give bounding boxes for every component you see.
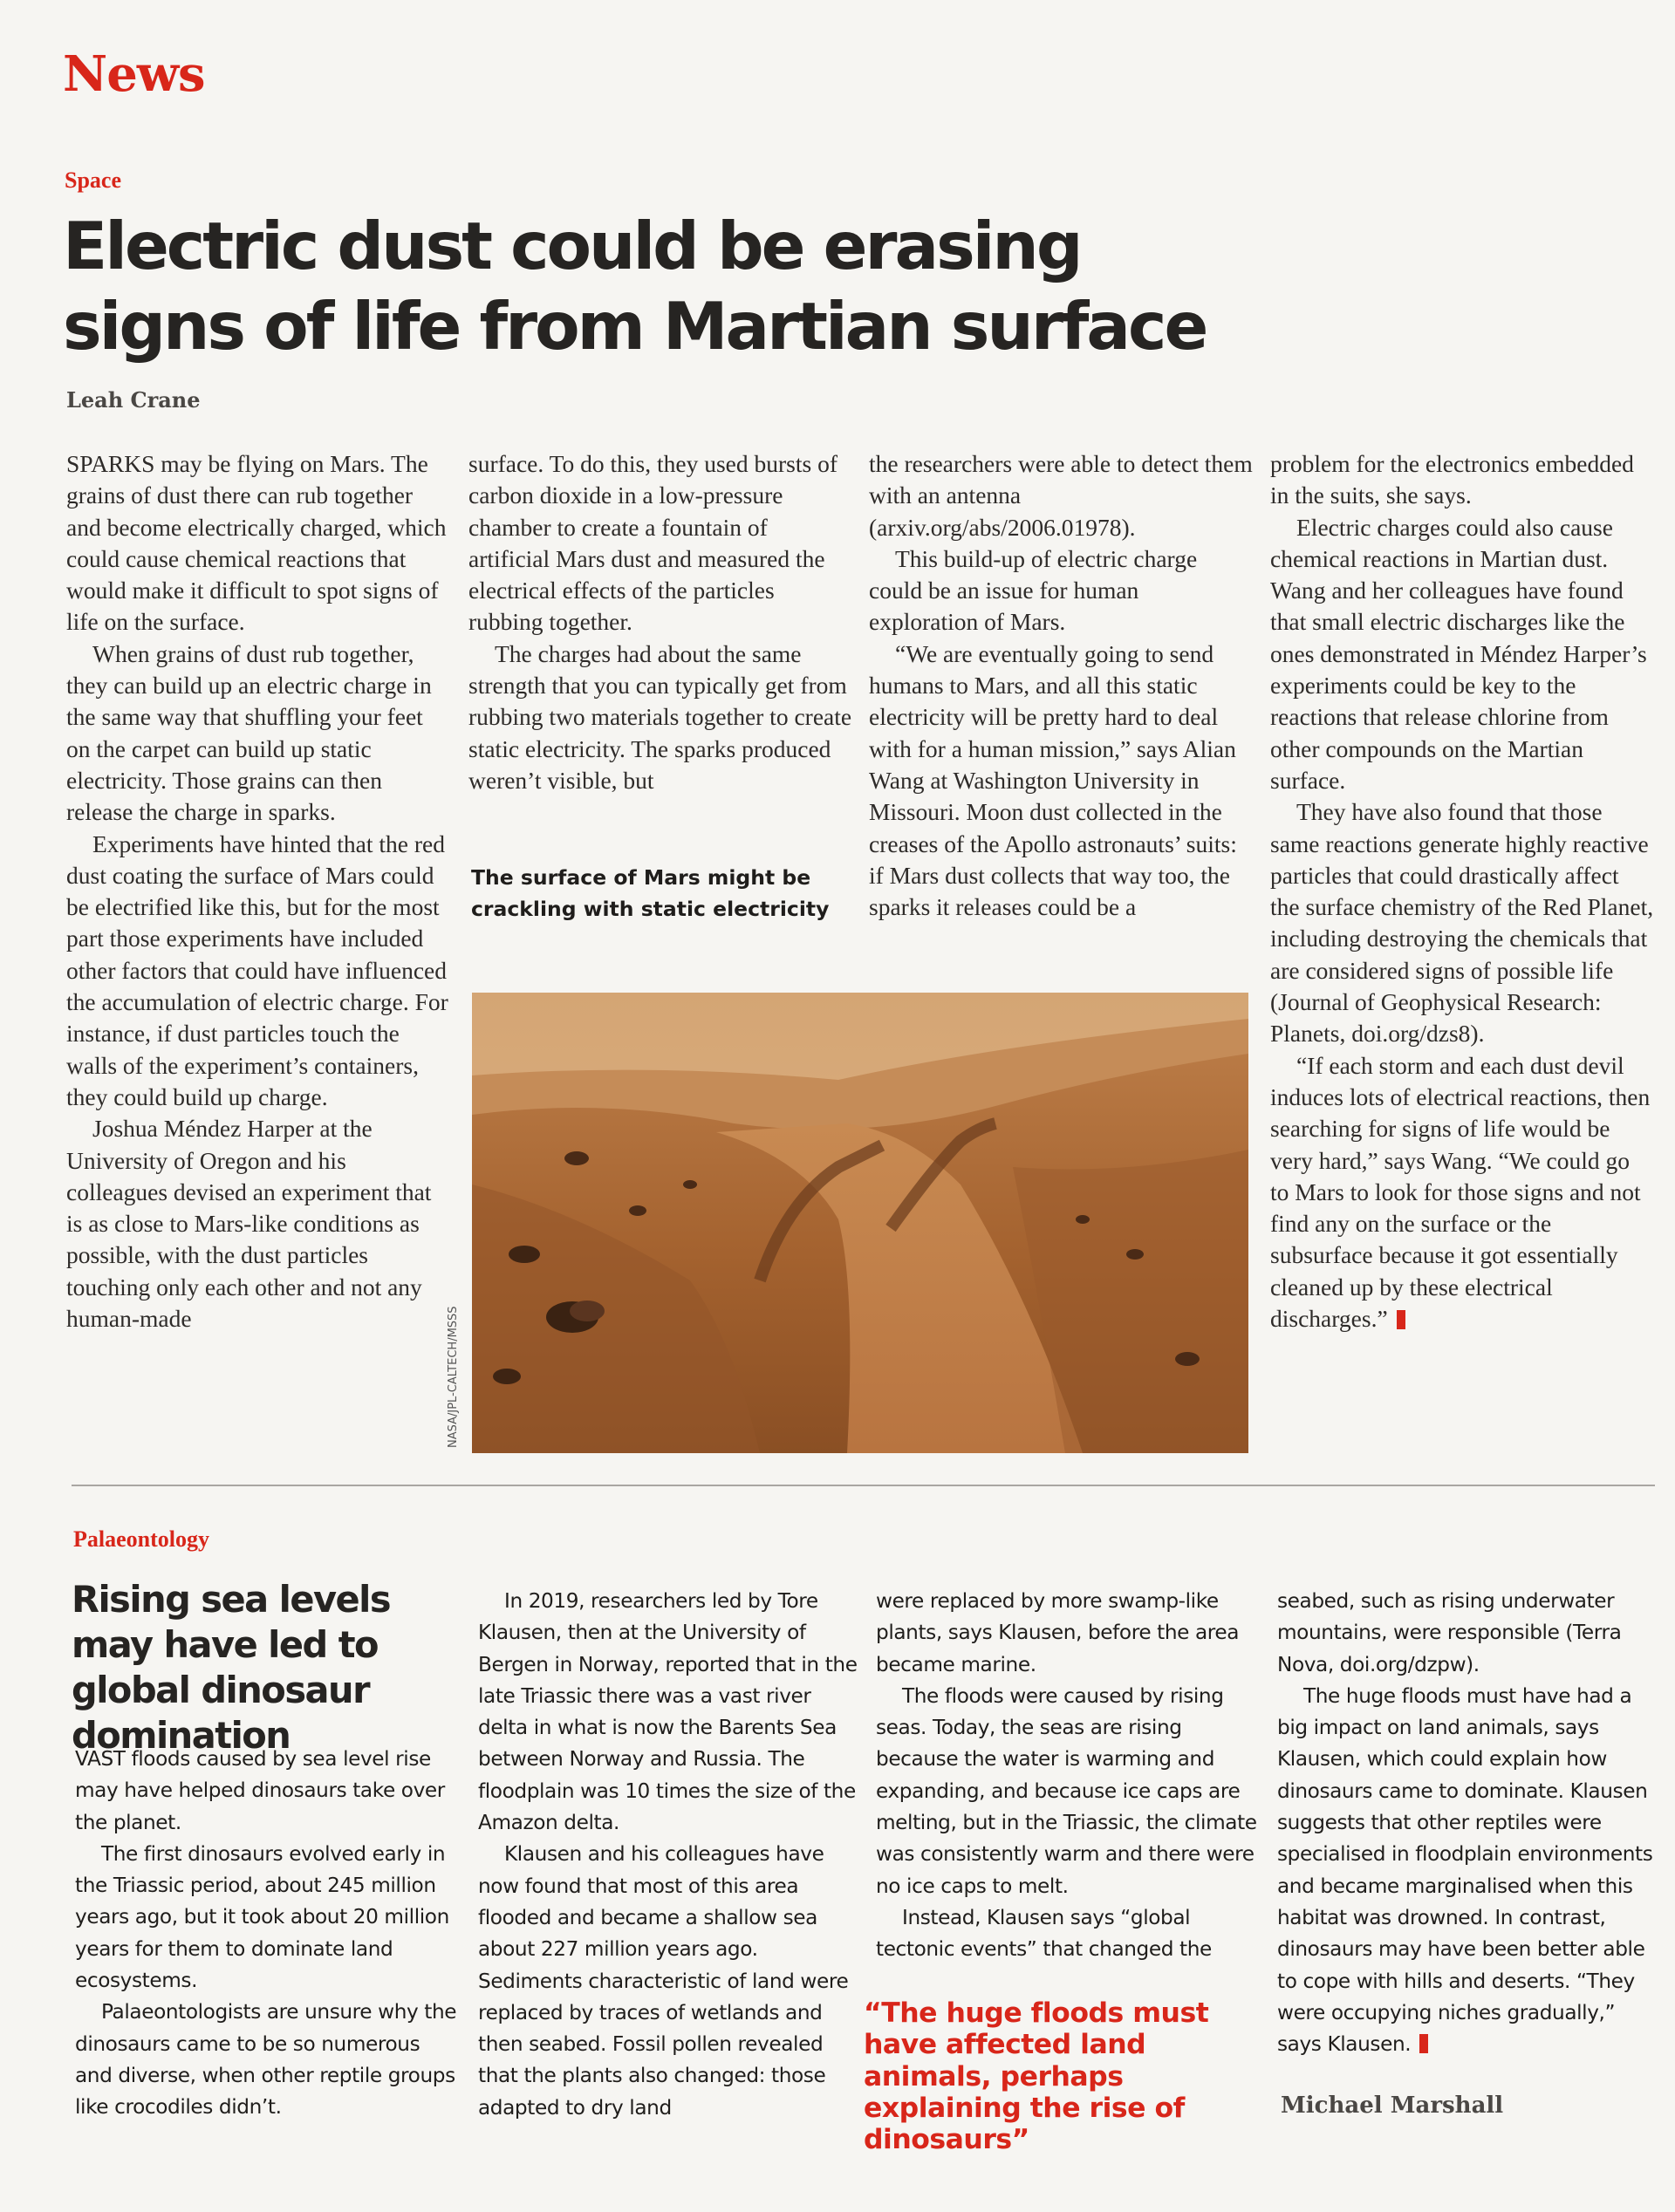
paragraph: When grains of dust rub together, they can build up an electric charge in the same way that shuffling your feet on the carpet can build up static electricity. Those grains can then release the charge in sparks.: [66, 639, 432, 826]
paragraph: [1277, 1681, 1661, 2061]
paragraph: Electric charges could also cause chemical reactions in Martian dust. Wang and her colleagues have found that small electric discharges like the ones demonstrated in Méndez Harper’s experiments could be key to the reactions that release chlorine from other compounds on the Martian surface.: [1270, 513, 1647, 794]
paragraph: The first dinosaurs evolved early in the Triassic period, about 245 million years ago, but it took about 20 million years for them to dominate land ecosystems.: [75, 1841, 449, 1993]
article1-byline: Leah Crane: [66, 387, 201, 413]
paragraph: surface. To do this, they used bursts of carbon dioxide in a low-pressure chamber to create a fountain of artificial Mars dust and measured the electrical effects of the particles rubbing together.: [468, 450, 838, 636]
paragraph: They have also found that those same reactions generate highly reactive particles that could drastically affect the surface chemistry of the Red Planet, including destroying the chemicals that are considered signs of possible life (Journal of Geophysical Research: Planets, doi.org/dzs8).: [1270, 798, 1654, 1048]
article2-column-3: [876, 1586, 1260, 1966]
article2-kicker: Palaeontology: [73, 1526, 209, 1552]
article1-column-4: [1270, 448, 1654, 1335]
paragraph: seabed, such as rising underwater mountains, were responsible (Terra Nova, doi.org/dzpw).: [1277, 1589, 1622, 1676]
article2-column-4: [1277, 1586, 1661, 2060]
paragraph: problem for the electronics embedded in the suits, she says.: [1270, 450, 1634, 509]
paragraph: the researchers were able to detect them with an antenna (arxiv.org/abs/2006.01978).: [869, 450, 1253, 541]
paragraph: This build-up of electric charge could be an issue for human exploration of Mars.: [869, 544, 1198, 636]
paragraph: The charges had about the same strength that you can typically get from rubbing two materials together to create static electricity. The sparks produced weren’t visible, but: [468, 639, 852, 794]
article2-headline: Rising sea levels may have led to global dinosaur domination: [72, 1578, 391, 1757]
paragraph: Palaeontologists are unsure why the dinosaurs came to be so numerous and diverse, when other reptile groups like crocodiles didn’t.: [75, 2000, 457, 2120]
paragraph: Klausen and his colleagues have now found that most of this area flooded and became a shallow sea about 227 million years ago. Sediments characteristic of land were replaced by traces of wetlands and then seabed. Fossil pollen revealed that the plants also changed: those adapted to dry land: [478, 1842, 849, 2120]
photo-credit: NASA/JPL-CALTECH/MSSS: [447, 1306, 460, 1448]
article1-column-3: [869, 448, 1253, 923]
paragraph: Joshua Méndez Harper at the University of Oregon and his colleagues devised an experiment that is as close to Mars-like conditions as possible, with the dust particles touching only each other and not any human-made: [66, 1115, 432, 1333]
article1-column-2: [468, 448, 852, 796]
paragraph: “We are eventually going to send humans to Mars, and all this static electricity will be pretty hard to deal with for a human mission,” says Alian Wang at Washington University in Missouri. Moon dust collected in the creases of the Apollo astronauts’ suits: if Mars dust collects that way too, the sparks it releases could be a: [869, 639, 1237, 921]
paragraph: [1270, 1050, 1654, 1335]
paragraph: SPARKS may be flying on Mars. The grains of dust there can rub together and become electrically charged, which could cause chemical reactions that would make it difficult to spot signs of life on the surface.: [66, 450, 447, 636]
article2-byline: Michael Marshall: [1281, 2093, 1504, 2119]
mars-surface-photo: [472, 993, 1248, 1453]
paragraph: were replaced by more swamp-like plants, says Klausen, before the area became marine.: [876, 1589, 1240, 1676]
article1-headline-line2: signs of life from Martian surface: [63, 288, 1207, 365]
article1-headline: [63, 206, 1371, 366]
article1-column-1: [66, 448, 450, 1335]
article1-headline-line1: Electric dust could be erasing: [63, 208, 1081, 284]
paragraph: In 2019, researchers led by Tore Klausen, then at the University of Bergen in Norway, reported that in the late Triassic there was a vast river delta in what is now the Barents Sea between Norway and Russia. The floodplain was 10 times the size of the Amazon delta.: [478, 1589, 858, 1835]
paragraph: Instead, Klausen says “global tectonic events” that changed the: [876, 1905, 1212, 1962]
paragraph: The floods were caused by rising seas. Today, the seas are rising because the water is warming and expanding, and because ice caps are melting, but in the Triassic, the climate was consistently warm and there were no ice caps to melt.: [876, 1683, 1257, 1898]
article2-column-2: [478, 1586, 862, 2124]
paragraph: VAST floods caused by sea level rise may have helped dinosaurs take over the planet.: [75, 1747, 445, 1834]
article1-kicker: Space: [65, 167, 121, 193]
paragraph-text: “If each storm and each dust devil induces lots of electrical reactions, then searching for signs of life would be very hard,” says Wang. “We could go to Mars to look for those signs and not find any on the surface or the subsurface because it got essentially cleaned up by these electrical discharges.”: [1270, 1051, 1651, 1333]
end-mark-icon: [1397, 1310, 1405, 1329]
section-divider: [72, 1485, 1655, 1486]
photo-caption: The surface of Mars might be crackling with static electricity: [471, 865, 830, 922]
pull-quote: “The huge floods must have affected land animals, perhaps explaining the rise of dinosaurs”: [864, 1997, 1209, 2156]
end-mark-icon: [1419, 2034, 1428, 2053]
paragraph: Experiments have hinted that the red dust coating the surface of Mars could be electrified like this, but for the most part those experiments have included other factors that could have influenced the accumulation of electric charge. For instance, if dust particles touch the walls of the experiment’s containers, they could build up charge.: [66, 830, 448, 1110]
section-title: News: [63, 45, 205, 103]
paragraph-text: The huge floods must have had a big impact on land animals, says Klausen, which could explain how dinosaurs came to dominate. Klausen suggests that other reptiles were specialised in floodplain environments and became marginalised when this habitat was drowned. In contrast, dinosaurs may have been better able to cope with hills and deserts. “They were occupying niches gradually,” says Klausen.: [1277, 1683, 1653, 2057]
article2-column-1: [75, 1744, 459, 2124]
